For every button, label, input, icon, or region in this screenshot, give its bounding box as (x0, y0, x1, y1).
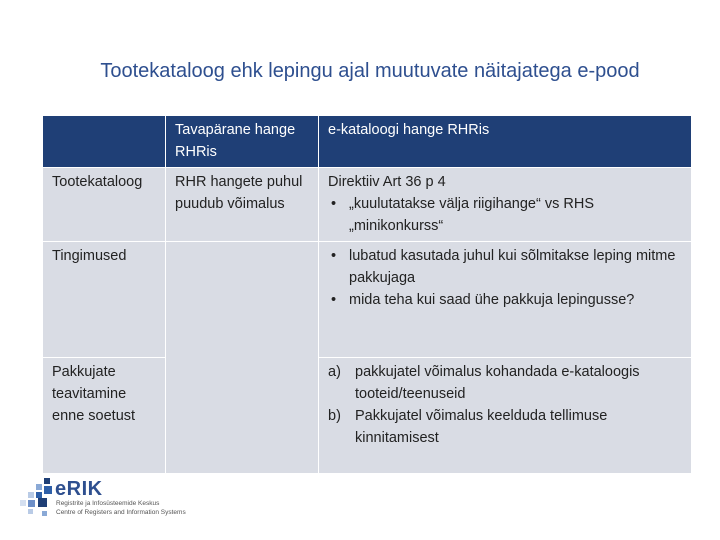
cell-traditional: RHR hangete puhul puudub võimalus (166, 168, 319, 242)
list-item-text: Pakkujatel võimalus keelduda tellimuse kinnitamisest (355, 408, 608, 446)
cell-traditional-merged (166, 242, 319, 474)
lettered-list (328, 361, 683, 449)
list-item (328, 361, 683, 405)
cell-text: Direktiiv Art 36 p 4 (328, 174, 446, 190)
list-item: • lubatud kasutada juhul kui sõlmitakse leping mitme pakkujaga (328, 245, 683, 289)
list-item (328, 405, 683, 449)
cell-ecatalog (319, 242, 692, 358)
list-item: • „kuulutatakse välja riigihange“ vs RHS „minikonkurss“ (328, 193, 683, 237)
header-cell-empty (43, 116, 166, 168)
list-marker: b) (328, 408, 341, 424)
row-label: Tootekataloog (43, 168, 166, 242)
list-item: • mida teha kui saad ühe pakkuja lepingusse? (328, 289, 683, 311)
slide-title: Tootekataloog ehk lepingu ajal muutuvate näitajatega e-pood (100, 60, 640, 82)
header-cell-ecatalog: e-kataloogi hange RHRis (319, 116, 692, 168)
logo-line-en: Centre of Registers and Information Systems (56, 508, 186, 516)
header-cell-traditional: Tavapärane hange RHRis (166, 116, 319, 168)
row-label: Tingimused (43, 242, 166, 358)
comparison-table (42, 115, 692, 474)
table-row (43, 358, 692, 474)
cell-ecatalog (319, 168, 692, 242)
logo-subtitle (56, 500, 186, 517)
table-row (43, 242, 692, 358)
list-item-text: pakkujatel võimalus kohandada e-kataloogis tooteid/teenuseid (355, 364, 640, 402)
table-row (43, 168, 692, 242)
bullet-list (328, 193, 683, 237)
cell-ecatalog (319, 358, 692, 474)
row-label: Pakkujate teavitamine enne soetust (43, 358, 166, 474)
list-marker: a) (328, 364, 341, 380)
logo-line-et: Registrite ja Infosüsteemide Keskus (56, 500, 160, 507)
table-header-row (43, 116, 692, 168)
bullet-list (328, 245, 683, 311)
logo-name: eRIK (55, 478, 103, 500)
